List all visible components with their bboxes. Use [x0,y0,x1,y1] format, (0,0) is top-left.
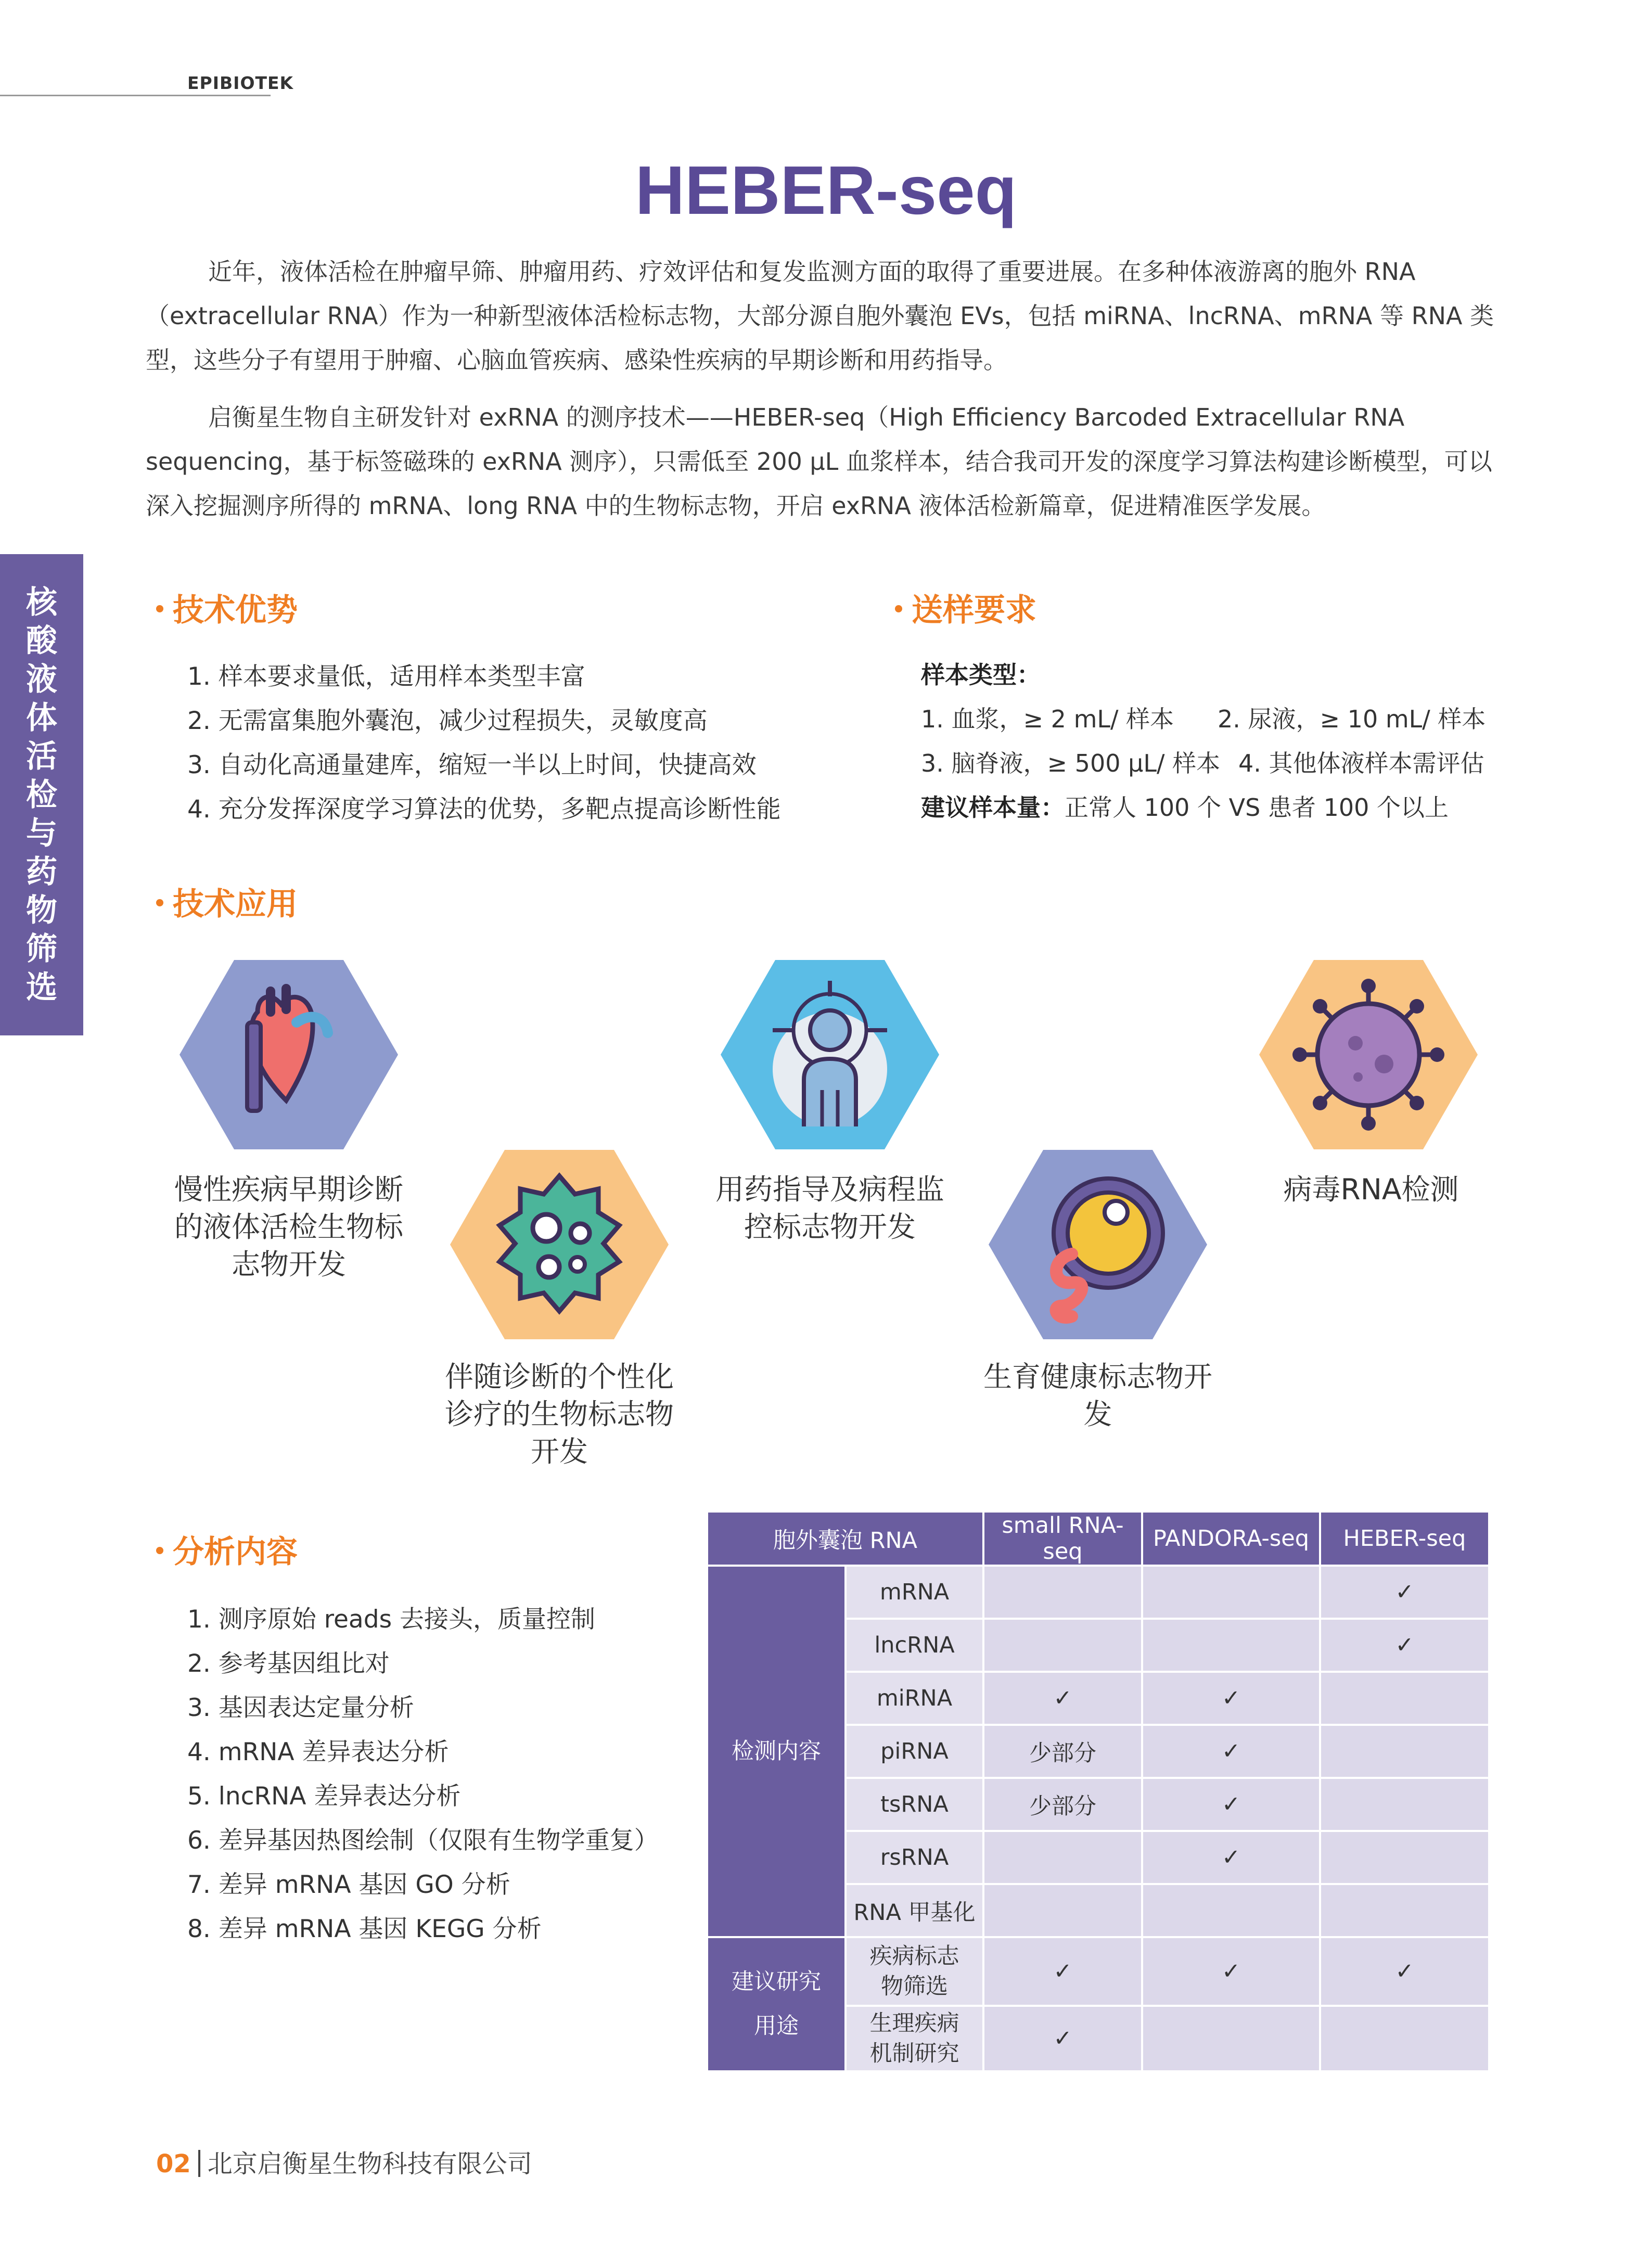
advantages-heading-text: 技术优势 [173,592,298,629]
applications-heading [156,879,298,924]
heart-icon [180,960,398,1149]
table-column-header: PANDORA-seq [1142,1511,1320,1566]
table-row-label: tsRNA [846,1778,983,1831]
sample-item: 4. 其他体液样本需评估 [1238,749,1484,777]
advantages-list [187,655,781,831]
table-cell [1320,1884,1489,1937]
table-cell: ✓ [1142,1672,1320,1725]
table-row-label: rsRNA [846,1831,983,1884]
side-tab-char: 体 [26,699,57,736]
header-rule [0,95,271,96]
table-cell: 少部分 [983,1725,1142,1778]
analysis-heading [156,1527,298,1572]
table-row-label: 疾病标志物筛选 [846,1937,983,2006]
table-cell [1320,1778,1489,1831]
bullet-dot-icon [156,899,163,906]
applications-heading-text: 技术应用 [173,886,298,923]
application-label: 伴随诊断的个性化诊疗的生物标志物开发 [444,1360,674,1468]
list-item: 4. mRNA 差异表达分析 [187,1738,449,1766]
sample-row [921,697,1485,741]
table-cell [1142,1619,1320,1672]
table-cell [1142,1884,1320,1937]
side-tab [0,554,83,1035]
list-item: 2. 无需富集胞外囊泡，减少过程损失，灵敏度高 [187,707,708,735]
intro-paragraph: 近年，液体活检在肿瘤早筛、肿瘤用药、疗效评估和复发监测方面的取得了重要进展。在多种体液游离的胞外 RNA（extracellular RNA）作为一种新型液体活检标志物，大部分源自胞外囊泡 EVs，包括 miRNA、lncRNA、mRNA 等 RNA 类型，这些分子有望用于肿瘤、心脑血管疾病、感染性疾病的早期诊断和用药指导。 [146,258,1494,374]
sample-type-label: 样本类型： [921,661,1041,689]
table-cell: ✓ [983,1937,1142,2006]
bullet-dot-icon [156,1547,163,1554]
comparison-table [706,1510,1490,2072]
table-corner-header: 胞外囊泡 RNA [707,1511,983,1566]
list-item: 1. 样本要求量低，适用样本类型丰富 [187,662,585,691]
table-row [707,1937,1489,2006]
table-cell [983,1884,1142,1937]
list-item: 4. 充分发挥深度学习算法的优势，多靶点提高诊断性能 [187,795,781,824]
table-row-label: RNA 甲基化 [846,1884,983,1937]
egg-sperm-icon [989,1150,1207,1339]
table-header-row [707,1511,1489,1566]
table-cell: ✓ [1142,1778,1320,1831]
footer-divider [198,2150,200,2177]
sample-row [921,741,1485,786]
table-column-header: HEBER-seq [1320,1511,1489,1566]
side-tab-char: 与 [26,815,57,852]
table-cell [1320,1831,1489,1884]
sample-amount-label: 建议样本量： [921,793,1065,822]
table-cell [983,1619,1142,1672]
list-item: 3. 基因表达定量分析 [187,1694,414,1722]
list-item: 3. 自动化高通量建库，缩短一半以上时间，快捷高效 [187,751,757,779]
table-row-label: piRNA [846,1725,983,1778]
table-cell [983,1831,1142,1884]
table-row-label: 生理疾病机制研究 [846,2006,983,2071]
table-cell: 少部分 [983,1778,1142,1831]
list-item: 7. 差异 mRNA 基因 GO 分析 [187,1871,510,1899]
list-item: 1. 测序原始 reads 去接头，质量控制 [187,1605,595,1634]
page-number: 02 [156,2149,191,2179]
table-cell [1320,1672,1489,1725]
page-footer [156,2144,532,2180]
table-cell: ✓ [1142,1937,1320,2006]
table-cell [1320,2006,1489,2071]
table-cell [1142,1566,1320,1619]
table-column-header: small RNA-seq [983,1511,1142,1566]
samples-heading [895,585,1036,630]
side-tab-char: 液 [26,661,57,698]
bullet-dot-icon [895,605,902,612]
table-cell: ✓ [1320,1937,1489,2006]
table-cell [983,1566,1142,1619]
table-row-label: mRNA [846,1566,983,1619]
analysis-heading-text: 分析内容 [173,1534,298,1570]
sample-amount-row [921,786,1485,830]
table-group-label: 检测内容 [707,1566,846,1937]
sample-item: 3. 脑脊液，≥ 500 µL/ 样本 [921,749,1221,777]
side-tab-char: 物 [26,892,57,929]
person-target-icon [721,960,939,1149]
side-tab-char: 药 [26,853,57,890]
brand-label: EPIBIOTEK [187,73,294,93]
side-tab-char: 酸 [26,622,57,659]
table-cell: ✓ [983,1672,1142,1725]
side-tab-char: 活 [26,738,57,775]
table-cell [1142,2006,1320,2071]
sample-item: 2. 尿液，≥ 10 mL/ 样本 [1218,705,1486,733]
table-row-label: lncRNA [846,1619,983,1672]
application-label: 生育健康标志物开发 [983,1360,1213,1431]
intro-paragraph: 启衡星生物自主研发针对 exRNA 的测序技术——HEBER-seq（High Efficiency Barcoded Extracellular RNA sequencing，基于标签磁珠的 exRNA 测序），只需低至 200 µL 血浆样本，结合我司开发的深度学习算法构建诊断模型，可以深入挖掘测序所得的 mRNA、long RNA 中的生物标志物，开启 exRNA 液体活检新篇章，促进精准医学发展。 [146,403,1492,520]
application-label: 病毒RNA检测 [1283,1173,1459,1206]
samples-heading-text: 送样要求 [912,592,1036,629]
company-name: 北京启衡星生物科技有限公司 [207,2149,532,2179]
table-row-label: miRNA [846,1672,983,1725]
analysis-list [187,1597,659,1951]
samples-block [921,653,1485,830]
application-label: 用药指导及病程监控标志物开发 [715,1173,944,1244]
table-group-label: 建议研究用途 [707,1937,846,2071]
table-cell: ✓ [1320,1619,1489,1672]
table-row [707,1566,1489,1619]
sample-amount-value: 正常人 100 个 VS 患者 100 个以上 [1065,793,1449,822]
side-tab-char: 核 [26,584,57,621]
bullet-dot-icon [156,605,163,612]
application-label: 慢性疾病早期诊断的液体活检生物标志物开发 [174,1173,403,1281]
page-title: HEBER-seq [635,152,1017,228]
virus-icon [1259,960,1478,1149]
list-item: 6. 差异基因热图绘制（仅限有生物学重复） [187,1826,659,1855]
list-item: 5. lncRNA 差异表达分析 [187,1782,461,1811]
sample-item: 1. 血浆，≥ 2 mL/ 样本 [921,705,1174,733]
cell-icon [450,1150,669,1339]
side-tab-char: 检 [26,776,57,813]
list-item: 2. 参考基因组比对 [187,1649,390,1678]
table-cell: ✓ [1320,1566,1489,1619]
table-cell [1320,1725,1489,1778]
side-tab-char: 筛 [26,930,57,967]
advantages-heading [156,585,298,630]
table-cell: ✓ [1142,1725,1320,1778]
list-item: 8. 差异 mRNA 基因 KEGG 分析 [187,1915,542,1943]
table-cell: ✓ [983,2006,1142,2071]
table-cell: ✓ [1142,1831,1320,1884]
side-tab-char: 选 [26,969,57,1006]
